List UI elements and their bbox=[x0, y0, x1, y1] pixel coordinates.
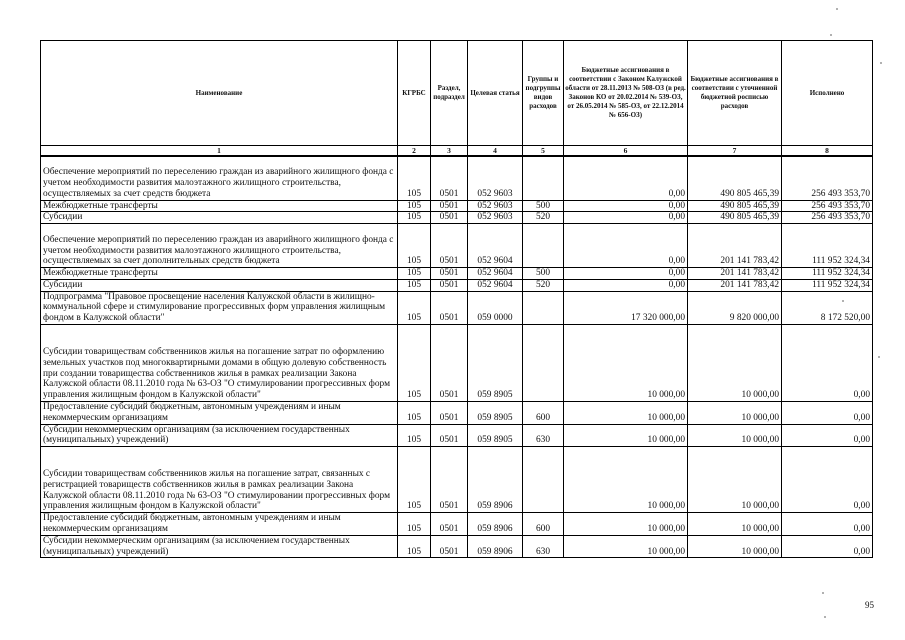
row-assign-refined: 201 141 783,42 bbox=[688, 279, 782, 291]
row-group: 630 bbox=[523, 535, 564, 558]
row-executed: 256 493 353,70 bbox=[782, 200, 873, 212]
row-target: 052 9603 bbox=[468, 212, 523, 224]
row-executed: 0,00 bbox=[782, 535, 873, 558]
scan-speck bbox=[836, 8, 838, 10]
page-number: 95 bbox=[865, 600, 874, 610]
row-assign-refined: 10 000,00 bbox=[688, 424, 782, 447]
row-kgrbs: 105 bbox=[398, 402, 431, 425]
row-group: 500 bbox=[523, 200, 564, 212]
scan-speck bbox=[824, 616, 826, 618]
header-kgrbs: КГРБС bbox=[398, 41, 431, 146]
table-row bbox=[41, 200, 873, 212]
row-assign-refined: 490 805 465,39 bbox=[688, 212, 782, 224]
row-assign-refined: 9 820 000,00 bbox=[688, 291, 782, 324]
row-assign-refined: 10 000,00 bbox=[688, 513, 782, 536]
header-row bbox=[41, 41, 873, 146]
row-executed: 0,00 bbox=[782, 513, 873, 536]
column-number: 8 bbox=[782, 146, 873, 157]
row-assign-refined: 201 141 783,42 bbox=[688, 268, 782, 280]
row-target: 052 9604 bbox=[468, 224, 523, 268]
column-number: 2 bbox=[398, 146, 431, 157]
row-section: 0501 bbox=[431, 156, 468, 200]
row-name: Подпрограмма "Правовое просвещение населения Калужской области в жилищно-коммунальной сфере и стимулирование прогрессивных форм управления жилищным фондом в Калужской области" bbox=[41, 291, 398, 324]
table-row bbox=[41, 224, 873, 268]
row-executed: 111 952 324,34 bbox=[782, 224, 873, 268]
row-assign-law: 0,00 bbox=[564, 268, 688, 280]
row-section: 0501 bbox=[431, 291, 468, 324]
row-kgrbs: 105 bbox=[398, 535, 431, 558]
table-row bbox=[41, 447, 873, 513]
column-number-row bbox=[41, 146, 873, 157]
table-row bbox=[41, 535, 873, 558]
row-name: Обеспечение мероприятий по переселению граждан из аварийного жилищного фонда с учетом необходимости развития малоэтажного жилищного строительства, осуществляемых за счет дополнительных средств бюджета bbox=[41, 224, 398, 268]
row-name: Межбюджетные трансферты bbox=[41, 268, 398, 280]
row-executed: 111 952 324,34 bbox=[782, 279, 873, 291]
row-kgrbs: 105 bbox=[398, 212, 431, 224]
table-row bbox=[41, 325, 873, 402]
row-target: 059 8906 bbox=[468, 513, 523, 536]
table-row bbox=[41, 268, 873, 280]
row-assign-refined: 10 000,00 bbox=[688, 535, 782, 558]
row-executed: 0,00 bbox=[782, 447, 873, 513]
row-assign-refined: 10 000,00 bbox=[688, 447, 782, 513]
row-target: 052 9604 bbox=[468, 268, 523, 280]
row-target: 059 8905 bbox=[468, 325, 523, 402]
header-target: Целевая статья bbox=[468, 41, 523, 146]
table-row bbox=[41, 513, 873, 536]
scan-speck bbox=[830, 34, 832, 36]
row-kgrbs: 105 bbox=[398, 424, 431, 447]
header-executed: Исполнено bbox=[782, 41, 873, 146]
row-kgrbs: 105 bbox=[398, 447, 431, 513]
row-kgrbs: 105 bbox=[398, 279, 431, 291]
row-assign-law: 0,00 bbox=[564, 200, 688, 212]
row-target: 059 8905 bbox=[468, 402, 523, 425]
row-kgrbs: 105 bbox=[398, 224, 431, 268]
row-executed: 0,00 bbox=[782, 325, 873, 402]
column-number: 3 bbox=[431, 146, 468, 157]
row-assign-law: 0,00 bbox=[564, 279, 688, 291]
column-number: 4 bbox=[468, 146, 523, 157]
row-executed: 8 172 520,00 bbox=[782, 291, 873, 324]
row-section: 0501 bbox=[431, 402, 468, 425]
row-group bbox=[523, 291, 564, 324]
row-name: Межбюджетные трансферты bbox=[41, 200, 398, 212]
header-assign-refined: Бюджетные ассигнования в соответствии с уточненной бюджетной росписью расходов bbox=[688, 41, 782, 146]
row-group bbox=[523, 447, 564, 513]
row-target: 059 8905 bbox=[468, 424, 523, 447]
row-group: 500 bbox=[523, 268, 564, 280]
table-row bbox=[41, 291, 873, 324]
row-name: Субсидии bbox=[41, 212, 398, 224]
row-section: 0501 bbox=[431, 325, 468, 402]
table-row bbox=[41, 279, 873, 291]
budget-table bbox=[40, 40, 873, 558]
row-group bbox=[523, 156, 564, 200]
row-executed: 111 952 324,34 bbox=[782, 268, 873, 280]
table-row bbox=[41, 402, 873, 425]
row-assign-law: 10 000,00 bbox=[564, 325, 688, 402]
row-assign-law: 10 000,00 bbox=[564, 424, 688, 447]
row-group: 630 bbox=[523, 424, 564, 447]
column-number: 1 bbox=[41, 146, 398, 157]
header-assign-law: Бюджетные ассигнования в соответствии с Законом Калужской области от 28.11.2013 № 508-ОЗ (в ред. Законов КО от 20.02.2014 № 539-ОЗ, от 26.05.2014 № 585-ОЗ, от 22.12.2014 № 656-ОЗ) bbox=[564, 41, 688, 146]
row-section: 0501 bbox=[431, 268, 468, 280]
table-row bbox=[41, 424, 873, 447]
row-assign-law: 10 000,00 bbox=[564, 447, 688, 513]
row-assign-law: 10 000,00 bbox=[564, 402, 688, 425]
row-name: Предоставление субсидий бюджетным, автономным учреждениям и иным некоммерческим организациям bbox=[41, 513, 398, 536]
row-assign-refined: 490 805 465,39 bbox=[688, 156, 782, 200]
row-target: 059 8906 bbox=[468, 447, 523, 513]
row-section: 0501 bbox=[431, 424, 468, 447]
row-assign-law: 0,00 bbox=[564, 224, 688, 268]
row-group: 600 bbox=[523, 513, 564, 536]
row-assign-law: 0,00 bbox=[564, 212, 688, 224]
row-kgrbs: 105 bbox=[398, 268, 431, 280]
row-name: Субсидии некоммерческим организациям (за исключением государственных (муниципальных) учреждений) bbox=[41, 535, 398, 558]
header-groups: Группы и подгруппы видов расходов bbox=[523, 41, 564, 146]
row-assign-refined: 490 805 465,39 bbox=[688, 200, 782, 212]
header-name: Наименование bbox=[41, 41, 398, 146]
row-kgrbs: 105 bbox=[398, 325, 431, 402]
row-assign-refined: 10 000,00 bbox=[688, 402, 782, 425]
row-section: 0501 bbox=[431, 224, 468, 268]
row-section: 0501 bbox=[431, 513, 468, 536]
row-executed: 0,00 bbox=[782, 402, 873, 425]
row-name: Субсидии некоммерческим организациям (за исключением государственных (муниципальных) учреждений) bbox=[41, 424, 398, 447]
row-section: 0501 bbox=[431, 212, 468, 224]
row-name: Обеспечение мероприятий по переселению граждан из аварийного жилищного фонда с учетом необходимости развития малоэтажного жилищного строительства, осуществляемых за счет средств бюджета bbox=[41, 156, 398, 200]
row-executed: 256 493 353,70 bbox=[782, 212, 873, 224]
row-assign-law: 17 320 000,00 bbox=[564, 291, 688, 324]
scan-speck bbox=[822, 592, 824, 594]
row-kgrbs: 105 bbox=[398, 200, 431, 212]
row-kgrbs: 105 bbox=[398, 513, 431, 536]
column-number: 6 bbox=[564, 146, 688, 157]
row-group bbox=[523, 224, 564, 268]
row-name: Субсидии товариществам собственников жилья на погашение затрат по оформлению земельных участков под многоквартирными домами в общую долевую собственность при создании товарищества собственников жилья в рамках реализации Закона Калужской области 08.11.2010 года № 63-ОЗ "О стимулировании прогрессивных форм управления жилищным фондом в Калужской области" bbox=[41, 325, 398, 402]
row-executed: 256 493 353,70 bbox=[782, 156, 873, 200]
header-section: Раздел, подраздел bbox=[431, 41, 468, 146]
row-assign-law: 0,00 bbox=[564, 156, 688, 200]
column-number: 5 bbox=[523, 146, 564, 157]
row-name: Предоставление субсидий бюджетным, автономным учреждениям и иным некоммерческим организациям bbox=[41, 402, 398, 425]
row-kgrbs: 105 bbox=[398, 156, 431, 200]
row-group: 600 bbox=[523, 402, 564, 425]
row-target: 052 9603 bbox=[468, 156, 523, 200]
scan-speck bbox=[842, 300, 844, 302]
row-section: 0501 bbox=[431, 447, 468, 513]
row-group: 520 bbox=[523, 212, 564, 224]
row-target: 052 9603 bbox=[468, 200, 523, 212]
row-assign-refined: 201 141 783,42 bbox=[688, 224, 782, 268]
row-target: 059 8906 bbox=[468, 535, 523, 558]
column-number: 7 bbox=[688, 146, 782, 157]
row-target: 059 0000 bbox=[468, 291, 523, 324]
row-assign-refined: 10 000,00 bbox=[688, 325, 782, 402]
scan-speck bbox=[878, 356, 880, 358]
table-row bbox=[41, 156, 873, 200]
row-assign-law: 10 000,00 bbox=[564, 513, 688, 536]
row-name: Субсидии товариществам собственников жилья на погашение затрат, связанных с регистрацией товариществ собственников жилья в рамках реализации Закона Калужской области 08.11.2010 года № 63-ОЗ "О стимулировании прогрессивных форм управления жилищным фондом в Калужской области" bbox=[41, 447, 398, 513]
table-body bbox=[41, 156, 873, 558]
scan-speck bbox=[880, 62, 882, 64]
row-name: Субсидии bbox=[41, 279, 398, 291]
row-target: 052 9604 bbox=[468, 279, 523, 291]
row-assign-law: 10 000,00 bbox=[564, 535, 688, 558]
row-section: 0501 bbox=[431, 535, 468, 558]
row-executed: 0,00 bbox=[782, 424, 873, 447]
row-section: 0501 bbox=[431, 279, 468, 291]
budget-page bbox=[40, 40, 872, 558]
row-kgrbs: 105 bbox=[398, 291, 431, 324]
table-row bbox=[41, 212, 873, 224]
row-group: 520 bbox=[523, 279, 564, 291]
row-section: 0501 bbox=[431, 200, 468, 212]
row-group bbox=[523, 325, 564, 402]
